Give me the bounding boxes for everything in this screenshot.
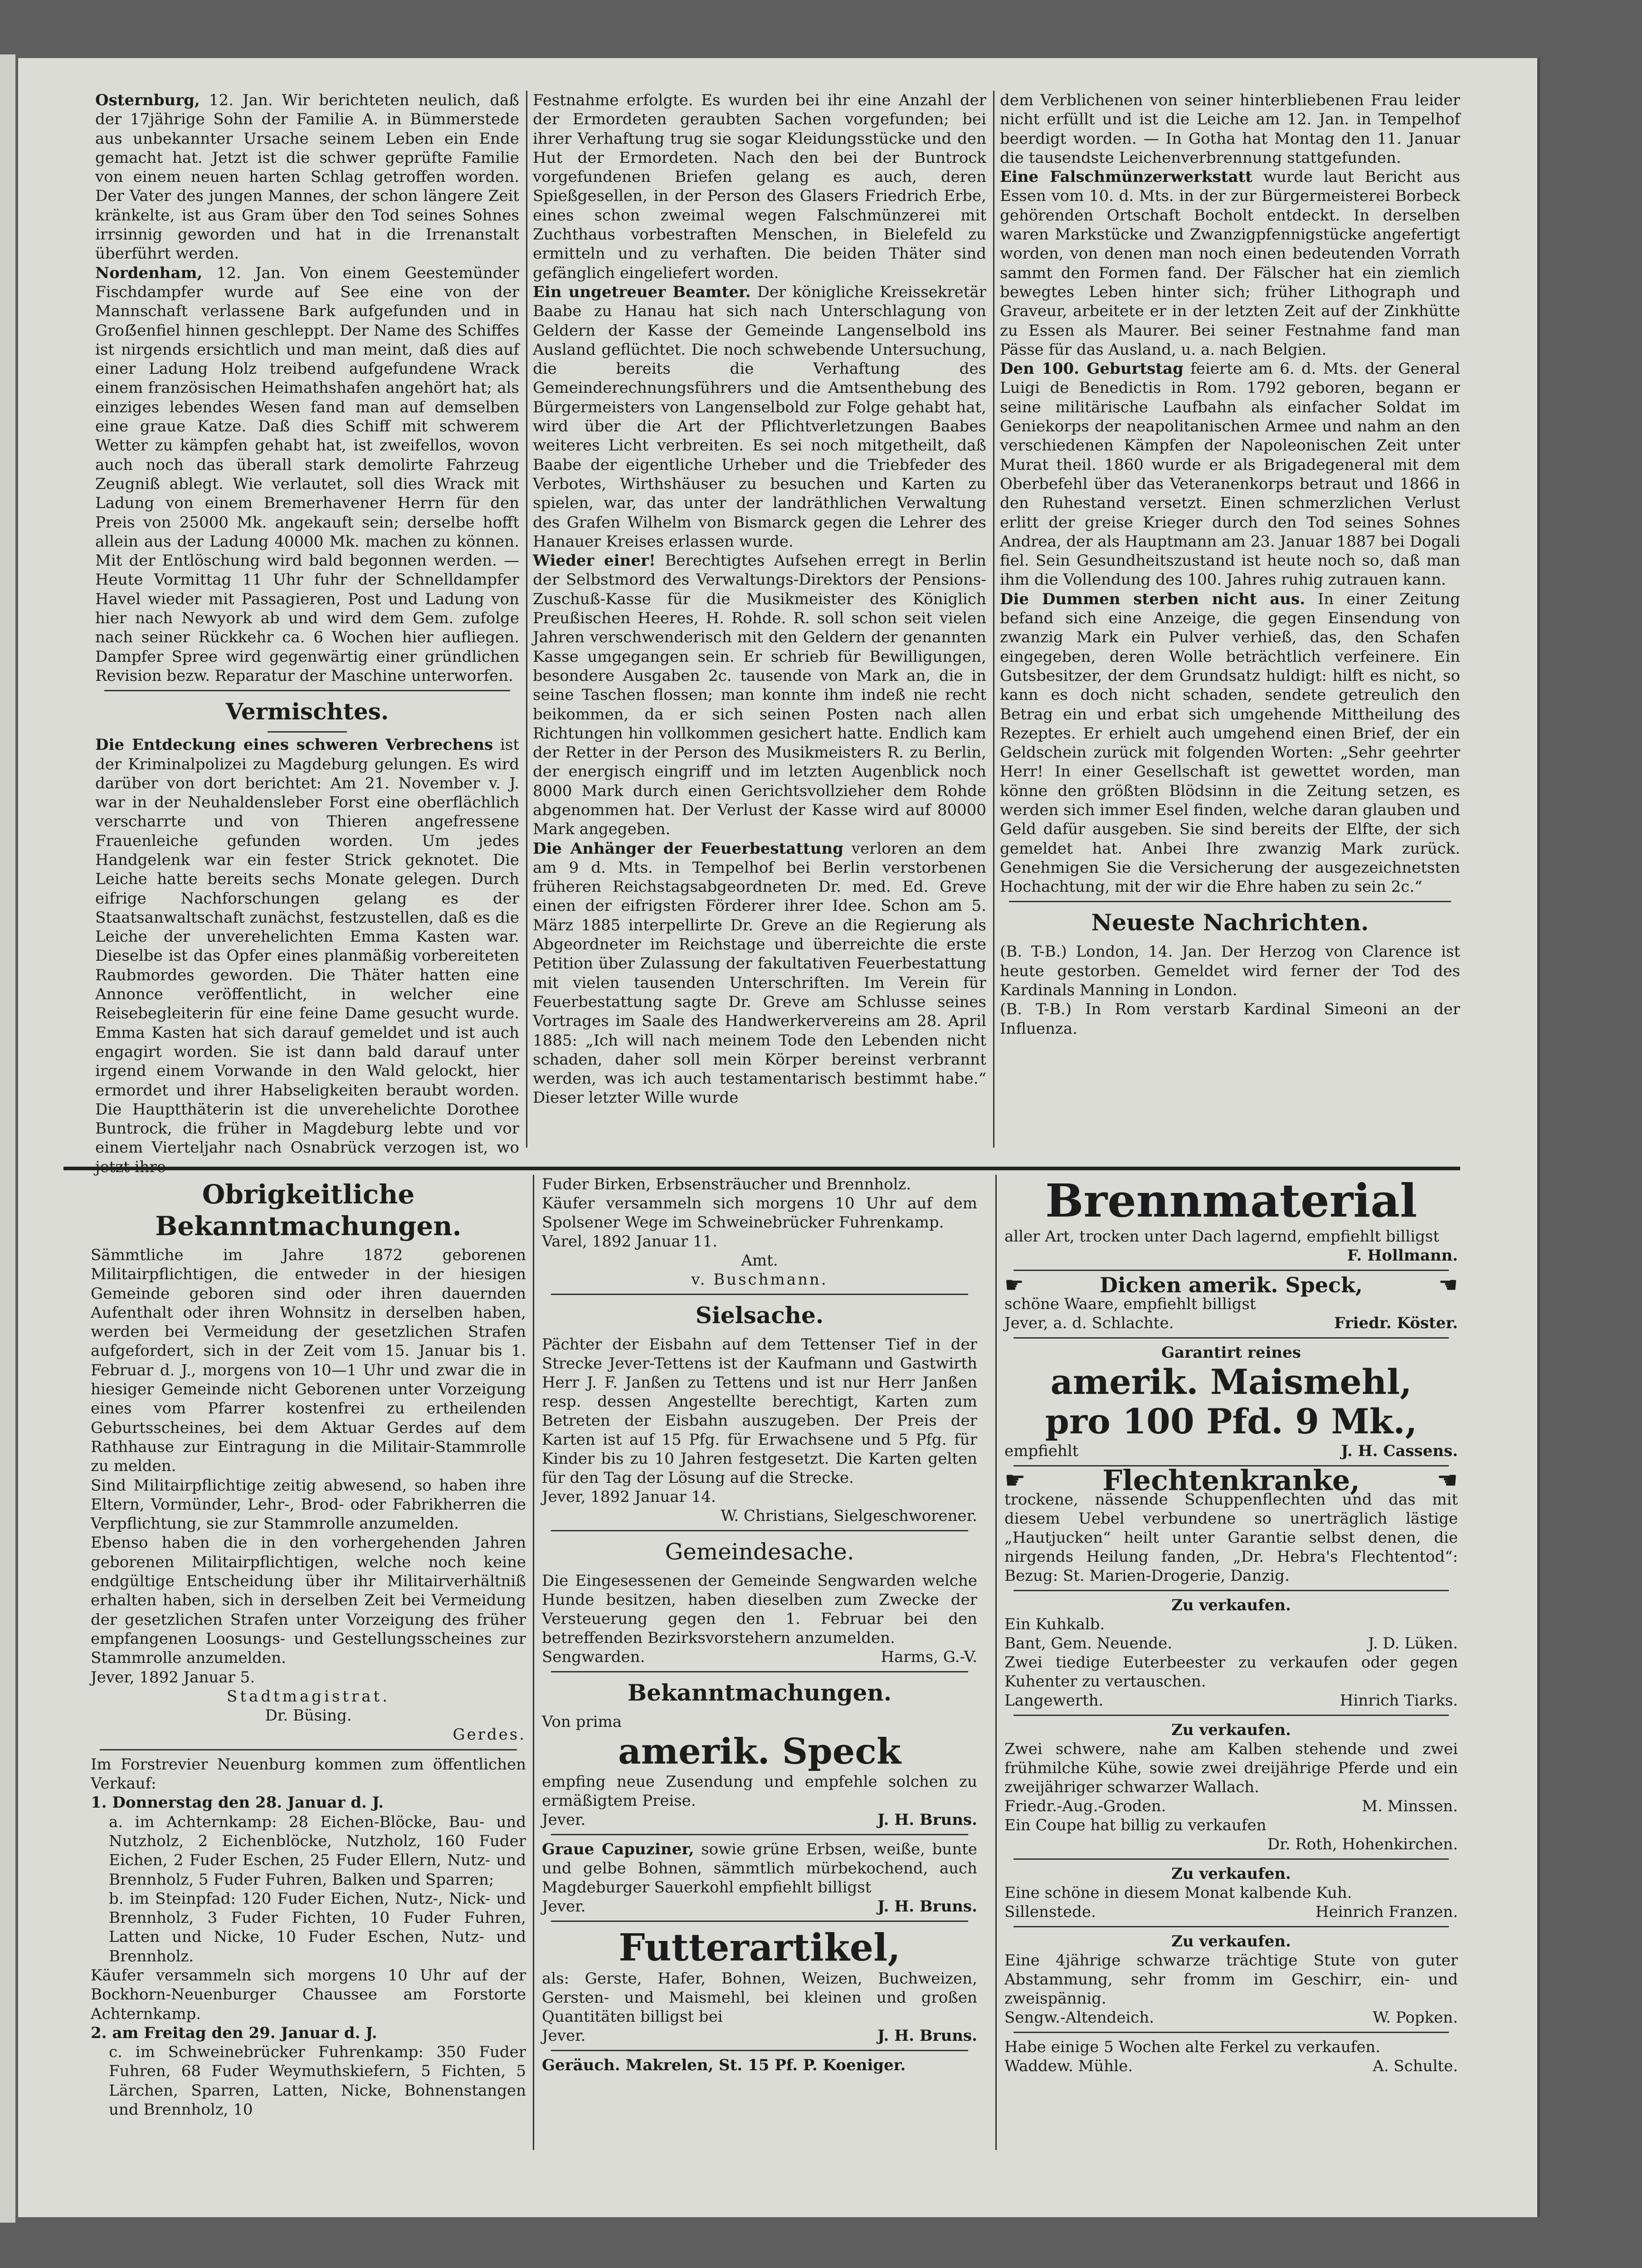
item-text: wurde laut Bericht aus Essen vom 10. d. Mts. in der zur Bürgermeisterei Borbeck gehörenden Ortschaft Bocholt entdeckt. In derselben waren Markstücke und Zwanzigpfennigstücke angefertigt worden, von denen man noch einen bedeutenden Vorrath sammt den Formen fand. Der Fälscher hat ein ziemlich bewegtes Leben hinter sich; früher Lithograph und Graveur, arbeitete er in der letzten Zeit auf der Zinkhütte zu Essen als Maurer. Bei seiner Festnahme fand man Pässe für das Ausland, u. a. nach Belgien. xyxy=(1000,168,1461,359)
column-rule xyxy=(993,91,994,1148)
ad-divider xyxy=(551,1834,968,1835)
ad-signature: Friedr. Köster. xyxy=(1334,1314,1458,1332)
ad-signature: F. Hollmann. xyxy=(1347,1246,1458,1265)
ad-place: Langewerth. xyxy=(1004,1691,1104,1710)
ad-text: Von prima xyxy=(542,1713,622,1731)
lower-column-3 xyxy=(1004,1175,1458,2159)
ad-divider xyxy=(1013,1270,1449,1271)
item-lead: Osternburg, xyxy=(95,91,200,109)
notice-footer xyxy=(542,1647,977,1667)
column-rule xyxy=(526,91,527,1148)
notice-signature: W. Christians, Sielgeschworener. xyxy=(721,1507,977,1525)
upper-column-1 xyxy=(95,91,520,1157)
ad-signature: Dr. Roth, Hohenkirchen. xyxy=(1267,1835,1458,1853)
notice-signature: Dr. Büsing. xyxy=(265,1706,352,1725)
item-text: Berechtigtes Aufsehen erregt in Berlin der Selbstmord des Verwaltungs-Direktors der Pensions-Zuschuß-Kasse für die Musikmeister des Königlich Preußischen Heeres, H. Rohde. R. soll schon seit vielen Jahren verschwenderisch mit den Geldern der genannten Kasse umgegangen sein. Er schrieb für Bewilligungen, besondere Ausgaben 2c. tausende von Mark an, die in seine Taschen flossen; man konnte ihm indeß nie recht beikommen, da er sich seinen Posten nach allen Richtungen hin vollkommen gesichert hatte. Endlich kam der Retter in der Person des Musikmeisters R. zu Berlin, der energisch eingriff und im letzten Augenblick noch 8000 Mark durch einen Gerichtsvollzieher dem Rohde abgenommen hat. Der Verlust der Kasse wird auf 80000 Mark angegeben. xyxy=(533,552,986,839)
item-lead: Ein ungetreuer Beamter. xyxy=(533,283,751,301)
ad-place: empfiehlt xyxy=(1004,1442,1079,1460)
ad-footer xyxy=(542,2026,977,2045)
ad-divider xyxy=(551,2050,968,2051)
ad-text: Habe einige 5 Wochen alte Ferkel zu verkaufen. xyxy=(1004,2038,1381,2056)
item-lead: Nordenham, xyxy=(95,264,203,282)
pointing-hand-icon: ☛ xyxy=(1004,1272,1024,1298)
ad-text: Eine schöne in diesem Monat kalbende Kuh. xyxy=(1004,1883,1352,1902)
notice-place: Sengwarden. xyxy=(542,1648,645,1666)
pointing-hand-icon: ☚ xyxy=(1438,1272,1458,1298)
ad-text: empfing neue Zusendung und empfehle solchen zu ermäßigtem Preise. xyxy=(542,1772,977,1810)
heading-underline xyxy=(268,731,347,733)
notice-authority: Amt. xyxy=(741,1251,778,1270)
left-page-edge xyxy=(0,54,15,2223)
item-lead: Die Dummen sterben nicht aus. xyxy=(1000,590,1306,608)
notice-divider xyxy=(551,1530,968,1531)
ad-signature: M. Minssen. xyxy=(1362,1797,1458,1815)
item-text: Festnahme erfolgte. Es wurden bei ihr eine Anzahl der der Ermordeten geraubten Sachen vorgefunden; bei ihrer Verhaftung trug sie sogar Kleidungsstücke und den Hut der Ermordeten. Nach den bei der Buntrock vorgefundenen Briefen gelang es auch, deren Spießgesellen, in der Person des Glasers Friedrich Erbe, eines schon zweimal wegen Falschmünzerei mit Zuchthaus vorbestraften Menschen, in Bielefeld zu ermitteln und zu verhaften. Die beiden Thäter sind gefänglich eingeliefert worden. xyxy=(533,91,986,282)
notice-text: Fuder Birken, Erbsensträucher und Brennholz. xyxy=(542,1175,911,1193)
notice-authority: Stadtmagistrat. xyxy=(227,1687,390,1706)
notice-text: Im Forstrevier Neuenburg kommen zum öffentlichen Verkauf: xyxy=(91,1755,526,1793)
sale-item: a. im Achternkamp: 28 Eichen-Blöcke, Bau- und Nutzholz, 2 Eichenblöcke, Nutzholz, 160 Fuder Eichen, 2 Fuder Eschen, 25 Fuder Ellern, Nutz- und Brennholz, 5 Fuder Fuhren, Balken und Sparren; xyxy=(109,1813,526,1889)
news-item: (B. T-B.) In Rom verstarb Kardinal Simeoni an der Influenza. xyxy=(1000,1000,1460,1038)
notice-date: Jever, 1892 Januar 5. xyxy=(91,1668,255,1686)
ad-footer xyxy=(1004,1442,1458,1461)
news-item: (B. T-B.) London, 14. Jan. Der Herzog von Clarence ist heute gestorben. Gemeldet wird ferner der Tod des Kardinals Manning in London. xyxy=(1000,943,1460,1000)
notice-text: Pächter der Eisbahn auf dem Tettenser Tief in der Strecke Jever-Tettens ist der Kaufmann und Gastwirth Herr J. F. Janßen zu Tettens und ist nur Herr Janßen resp. dessen Angestellte berechtigt, Karten zum Betreten der Eisbahn auszugeben. Der Preis der Karten ist auf 15 Pfg. für Erwachsene und 5 Pfg. für Kinder bis zu 10 Jahren festgesetzt. Die Karten gelten für den Tag der Lösung auf die Strecke. xyxy=(542,1335,977,1487)
ad-signature: W. Popken. xyxy=(1373,2008,1458,2027)
ad-headline: amerik. Speck xyxy=(618,1731,901,1772)
ad-heading: Zu verkaufen. xyxy=(1171,1932,1291,1950)
item-text: verloren an dem am 9 d. Mts. in Tempelhof bei Berlin verstorbenen früheren Reichstagsabgeordneten Dr. med. Ed. Greve einen der eifrigsten Förderer ihrer Idee. Schon am 5. März 1885 interpellirte Dr. Greve an die Regierung als Abgeordneter im Reichstage und überreichte die erste Petition über Zulassung der fakultativen Feuerbestattung mit vielen tausenden Unterschriften. Im Verein für Feuerbestattung sagte Dr. Greve am Schlusse seines Vortrages im Saale des Handwerkervereins am 28. April 1885: „Ich will nach meinem Tode den Lebenden nicht schaden, daher soll mein Körper bereinst verbrannt werden, was ich auch testamentarisch bestimmt habe.“ Dieser letzter Wille wurde xyxy=(533,839,986,1107)
lower-column-2 xyxy=(542,1175,977,2159)
ad-signature: J. D. Lüken. xyxy=(1368,1634,1458,1652)
page-divider xyxy=(63,1167,1460,1170)
ad-place: Jever. xyxy=(542,2026,586,2045)
notice-text: Sämmtliche im Jahre 1872 geborenen Militairpflichtigen, die entweder in der hiesigen Gemeinde geboren sind oder ihren dauernden Aufenthalt oder ihren Wohnsitz in derselben haben, werden bei Vermeidung der gesetzlichen Strafen aufgefordert, sich in der Zeit vom 15. Januar bis 1. Februar d. J., morgens von 10—1 Uhr und zwar die in hiesiger Gemeinde nicht Geborenen unter Vorzeigung eines vom Pfarrer kostenfrei zu ertheilenden Geburtsscheines, bei dem Aktuar Gerdes auf dem Rathhause zur Eintragung in die Militair-Stammrolle zu melden. xyxy=(91,1246,526,1476)
ad-footer xyxy=(1004,1314,1458,1333)
ad-text: aller Art, trocken unter Dach lagernd, empfiehlt billigst xyxy=(1004,1227,1439,1246)
ad-header xyxy=(1004,1463,1458,1497)
ad-place: Jever. xyxy=(542,1810,586,1829)
ad-place: Sillenstede. xyxy=(1004,1902,1096,1921)
section-divider xyxy=(1009,901,1451,902)
item-text: 12. Jan. Wir berichteten neulich, daß der 17jährige Sohn der Familie A. in Bümmerstede aus unbekannter Ursache seinem Leben ein Ende gemacht hat. Jetzt ist die schwer geprüfte Familie von einem neuen harten Schlag getroffen worden. Der Vater des jungen Mannes, der schon längere Zeit kränkelte, ist aus Gram über den Tod seines Sohnes irrsinnig geworden und hat in die Irrenanstalt überführt werden. xyxy=(95,91,519,263)
ad-divider xyxy=(1013,1715,1449,1716)
ad-footer xyxy=(1004,1902,1458,1921)
ad-headline: Brennmaterial xyxy=(1045,1174,1418,1227)
ad-footer xyxy=(1004,2057,1458,2076)
ad-footer xyxy=(1004,1691,1458,1710)
ad-signature: J. H. Cassens. xyxy=(1341,1442,1458,1460)
section-heading: Gemeindesache. xyxy=(665,1539,854,1565)
column-rule xyxy=(533,1175,534,2150)
lower-column-1 xyxy=(91,1175,526,2159)
item-lead: Eine Falschmünzerwerkstatt xyxy=(1000,168,1252,186)
ad-signature: A. Schulte. xyxy=(1373,2057,1458,2075)
pointing-hand-icon: ☛ xyxy=(1004,1466,1026,1494)
column-rule xyxy=(995,1175,997,2150)
notice-divider xyxy=(551,1294,968,1295)
section-heading: Vermischtes. xyxy=(225,698,389,725)
ad-divider xyxy=(1013,1337,1449,1339)
ad-divider xyxy=(1013,1926,1449,1927)
ad-footer xyxy=(1004,1634,1458,1653)
notice-signature: v. Buschmann. xyxy=(691,1271,828,1289)
ad-signature: J. H. Bruns. xyxy=(877,2026,977,2045)
ad-heading: Zu verkaufen. xyxy=(1171,1721,1291,1739)
notice-date: Jever, 1892 Januar 14. xyxy=(542,1488,716,1506)
ad-text: Eine 4jährige schwarze trächtige Stute von guter Abstammung, sehr fromm im Geschirr, ein- und zweispännig. xyxy=(1004,1951,1458,2008)
ad-text: Ein Kuhkalb. xyxy=(1004,1615,1105,1633)
ad-divider xyxy=(1013,2032,1449,2033)
section-heading: Sielsache. xyxy=(695,1302,824,1329)
ad-headline: amerik. Maismehl, xyxy=(1050,1362,1412,1402)
ad-signature: J. H. Bruns. xyxy=(877,1897,977,1916)
ad-place: Jever. xyxy=(542,1897,586,1916)
notice-signature: Harms, G.-V. xyxy=(881,1648,977,1666)
item-lead: Die Entdeckung eines schweren Verbrechens xyxy=(95,736,493,754)
notice-text: Käufer versammeln sich morgens 10 Uhr auf dem Spolsener Wege im Schweinebrücker Fuhrenkamp. xyxy=(542,1194,977,1232)
upper-column-3 xyxy=(1000,91,1460,1148)
upper-column-2 xyxy=(533,91,986,1148)
item-text: In einer Zeitung befand sich eine Anzeige, die gegen Einsendung von zwanzig Mark ein Pulver verhieß, das, den Schafen eingegeben, deren Wolle beträchtlich verfeinere. Ein Gutsbesitzer, der dem Grundsatz huldigt: hilft es nicht, so kann es doch nicht schaden, sendete getreulich den Betrag ein und erbat sich umgehende Mittheilung des Rezeptes. Er erhielt auch umgehend einen Brief, der ein Geldschein zurück mit folgenden Worten: „Sehr geehrter Herr! In einer Gesellschaft ist gewettet worden, man könne den größten Blödsinn in die Zeitung setzen, es werden sich immer Esel finden, welche daran glauben und Geld dafür ausgeben. Sie sind bereits der Elfte, der sich gemeldet hat. Anbei Ihre zwanzig Mark zurück. Genehmigen Sie die Versicherung der ausgezeichnetsten Hochachtung, mit der wir die Ehre haben zu sein 2c.“ xyxy=(1000,590,1460,896)
section-divider xyxy=(104,690,510,691)
item-text: ist der Kriminalpolizei zu Magdeburg gelungen. Es wird darüber von dort berichtet: Am 21. November v. J. war in der Neuhaldensleber Forst eine oberflächlich verscharrte und von Thieren angefressene Frauenleiche gefunden worden. Um jedes Handgelenk war ein fester Strick geknotet. Die Leiche hatte bereits sechs Monate gelegen. Durch eifrige Nachforschungen gelang es der Staatsanwaltschaft zunächst, festzustellen, daß es die Leiche der unverehelichten Emma Kasten war. Dieselbe ist das Opfer eines planmäßig vorbereiteten Raubmordes geworden. Die Thäter hatten eine Annonce veröffentlicht, in welcher eine Reisebegleiterin für eine feine Dame gesucht wurde. Emma Kasten hat sich darauf gemeldet und ist auch engagirt worden. Sie ist dann bald darauf unter irgend einem Vorwande in den Wald gelockt, hier ermordet und ihrer Habseligkeiten beraubt worden. Die Hauptthäterin ist die unverehelichte Dorothee Buntrock, die früher in Magdeburg lebte und vor einem Vierteljahr nach Osnabrück verzogen ist, wo xyxy=(95,736,520,1157)
ad-headline: pro 100 Pfd. 9 Mk., xyxy=(1045,1401,1418,1442)
ad-text: sowie grüne Erbsen, weiße, bunte und gelbe Bohnen, sämmtlich mürbekochend, auch Magdeburger Sauerkohl empfiehlt billigst xyxy=(542,1840,977,1897)
ad-headline: Flechtenkranke, xyxy=(1102,1463,1360,1497)
ad-signature: Hinrich Tiarks. xyxy=(1340,1691,1458,1710)
item-text: feierte am 6. d. Mts. der General Luigi de Benedictis in Rom. 1792 geboren, begann er seine militärische Laufbahn als einfacher Soldat im Geniekorps der neapolitanischen Armee und nahm an den verschiedenen Kämpfen der Napoleonischen Zeit unter Murat theil. 1860 wurde er als Brigadegeneral mit dem Oberbefehl über das Veteranenkorps betraut und 1866 in den Ruhestand versetzt. Einen schmerzlichen Verlust erlitt der greise Krieger durch den Tod seines Sohnes Andrea, der als Hauptmann am 23. Januar 1887 bei Dogali fiel. Sein Gesundheitszustand ist heute noch so, daß man ihm die Vollendung des 100. Jahres ruhig zutrauen kann. xyxy=(1000,360,1461,589)
ad-text: als: Gerste, Hafer, Bohnen, Weizen, Buchweizen, Gersten- und Maismehl, bei kleinen und großen Quantitäten billigst bei xyxy=(542,1969,977,2026)
ad-place: Sengw.-Altendeich. xyxy=(1004,2008,1155,2027)
ad-text: trockene, nässende Schuppenflechten und das mit diesem Uebel verbundene so unerträglich lästige „Hautjucken“ heilt unter Garantie selbst denen, die nirgends Heilung fanden, „Dr. Hebra's Flechtentod“: Bezug: St. Marien-Drogerie, Danzig. xyxy=(1004,1490,1458,1585)
section-heading: Neueste Nachrichten. xyxy=(1091,909,1369,936)
ad-text: Zwei tiedige Euterbeester zu verkaufen oder gegen Kuhenter zu vertauschen. xyxy=(1004,1653,1458,1691)
ad-place: Waddew. Mühle. xyxy=(1004,2057,1133,2075)
ad-text: Geräuch. Makrelen, St. 15 Pf. P. Koeniger. xyxy=(542,2056,906,2074)
notice-text: Die Eingesessenen der Gemeinde Sengwarden welche Hunde besitzen, haben dieselben zum Zwecke der Versteuerung gegen den 1. Februar bei den betreffenden Bezirksvorstehern anzumelden. xyxy=(542,1572,977,1647)
ad-heading: Zu verkaufen. xyxy=(1171,1596,1291,1614)
ad-text: schöne Waare, empfiehlt billigst xyxy=(1004,1295,1256,1313)
notice-divider xyxy=(551,1671,968,1672)
section-heading: Bekanntmachungen. xyxy=(627,1679,892,1706)
ad-lead: Graue Capuziner, xyxy=(542,1840,694,1858)
ad-signature: J. H. Bruns. xyxy=(877,1810,977,1829)
item-text: Der königliche Kreissekretär Baabe zu Hanau hat sich nach Unterschlagung von Geldern der Kasse der Gemeinde Langenselbold ins Ausland geflüchtet. Die noch schwebende Untersuchung, die bereits die Verhaftung des Gemeinderechnungsführers und die Amtsenthebung des Bürgermeisters von Langenselbold zur Folge gehabt hat, wird über die Art der Pflichtverletzungen Baabes weiteres Licht verbreiten. Es sei noch mitgetheilt, daß Baabe der eigentliche Urheber und die Triebfeder des Verbotes, Wirthshäuser zu besuchen und Karten zu spielen, war, das unter der landräthlichen Verwaltung des Grafen Wilhelm von Bismarck gegen die Lehrer des Hanauer Kreises erlassen wurde. xyxy=(533,283,986,551)
item-text: 12. Jan. Von einem Geestemünder Fischdampfer wurde auf See eine von der Mannschaft verlassene Bark aufgefunden und in Groẞenfiel hinnen geschleppt. Der Name des Schiffes ist nirgends ersichtlich und man meint, daß dies auf einer Ladung Holz treibend aufgefundene Wrack einem französischen Heimathshafen angehört hat; als einziges lebendes Wesen fand man auf demselben eine graue Katze. Daß dies Schiff mit schwerem Wetter zu kämpfen gehabt hat, ist zweifellos, wovon auch noch das überall stark demolirte Fahrzeug Zeugniß ablegt. Wie verlautet, soll dies Wrack mit Ladung von einem Bremerhavener Herrn für den Preis von 25000 Mk. angekauft sein; derselbe hofft allein aus der Ladung 40000 Mk. machen zu können. Mit der Entlöschung wird bald begonnen werden. — Heute Vormittag 11 Uhr fuhr der Schnelldampfer Havel wieder mit Passagieren, Post und Ladung von hier nach Newyork ab und wird dem Gem. zufolge nach seiner Rückkehr ca. 6 Wochen hier aufliegen. Dampfer Spree wird gegenwärtig einer gründlichen Revision bezw. Reparatur der Maschine unterworfen. xyxy=(95,264,519,685)
ad-text: Ein Coupe hat billig zu verkaufen xyxy=(1004,1816,1267,1834)
sale-date: 1. Donnerstag den 28. Januar d. J. xyxy=(91,1794,384,1812)
ad-signature: Heinrich Franzen. xyxy=(1315,1902,1458,1921)
notice-text: Käufer versammeln sich morgens 10 Uhr auf der Bockhorn-Neuenburger Chaussee am Forstorte Achternkamp. xyxy=(91,1966,526,2023)
item-lead: Die Anhänger der Feuerbestattung xyxy=(533,839,843,858)
notice-divider xyxy=(100,1749,517,1750)
item-text: dem Verblichenen von seiner hinterbliebenen Frau leider nicht erfüllt und ist die Leiche am 12. Jan. in Tempelhof beerdigt worden. — In Gotha hat Montag den 11. Januar die tausendste Leichenverbrennung stattgefunden. xyxy=(1000,91,1460,167)
sale-item: c. im Schweinebrücker Fuhrenkamp: 350 Fuder Fuhren, 68 Fuder Weymuthskiefern, 5 Fichten, 5 Lärchen, Sparren, Latten, Nicke, Bohnenstangen und Brennholz, 10 xyxy=(109,2043,526,2119)
notice-signature: Gerdes. xyxy=(453,1725,526,1744)
ad-place: Friedr.-Aug.-Groden. xyxy=(1004,1797,1166,1815)
sale-date: 2. am Freitag den 29. Januar d. J. xyxy=(91,2024,377,2042)
ad-place: Jever, a. d. Schlachte. xyxy=(1004,1314,1174,1332)
ad-header xyxy=(1004,1272,1458,1298)
ad-headline: Futterartikel, xyxy=(619,1926,901,1970)
ad-footer xyxy=(1004,1797,1458,1816)
ad-text: Zwei schwere, nahe am Kalben stehende und zwei frühmilche Kühe, sowie zwei dreijährige Pferde und ein zweijähriger schwarzer Wallach. xyxy=(1004,1740,1458,1796)
ad-text: Garantirt reines xyxy=(1161,1344,1301,1362)
ad-place: Bant, Gem. Neuende. xyxy=(1004,1634,1173,1652)
ad-headline: Dicken amerik. Speck, xyxy=(1100,1273,1363,1297)
ad-footer xyxy=(542,1897,977,1916)
ad-divider xyxy=(1013,1858,1449,1860)
ad-heading: Zu verkaufen. xyxy=(1171,1864,1291,1883)
sale-item: b. im Steinpfad: 120 Fuder Eichen, Nutz-, Nick- und Brennholz, 3 Fuder Fichten, 10 Fuder Fuhren, Latten und Nicke, 10 Fuder Eschen, Nutz- und Brennholz. xyxy=(109,1889,526,1965)
notice-text: Sind Militairpflichtige zeitig abwesend, so haben ihre Eltern, Vormünder, Lehr-, Brod- oder Fabrikherren die Verpflichtung, sie zur Stammrolle anzumelden. xyxy=(91,1476,526,1533)
ad-divider xyxy=(551,1921,968,1922)
ad-footer xyxy=(1004,2008,1458,2027)
item-lead: Den 100. Geburtstag xyxy=(1000,360,1184,378)
ad-divider xyxy=(1013,1590,1449,1591)
item-lead: Wieder einer! xyxy=(533,552,656,570)
ad-footer xyxy=(542,1810,977,1829)
notice-date: Varel, 1892 Januar 11. xyxy=(542,1232,717,1251)
section-heading: Obrigkeitliche Bekanntmachungen. xyxy=(155,1179,462,1242)
pointing-hand-icon: ☚ xyxy=(1437,1466,1458,1494)
notice-text: Ebenso haben die in den vorhergehenden Jahren geborenen Militairpflichtigen, welche noch keine endgültige Entscheidung über ihr Militairverhältniß erhalten haben, sich in derselben Zeit bei Vermeidung der gesetzlichen Strafen unter Vorzeigung des früher empfangenen Loosungs- und Gestellungsscheines zur Stammrolle anzumelden. xyxy=(91,1534,526,1667)
